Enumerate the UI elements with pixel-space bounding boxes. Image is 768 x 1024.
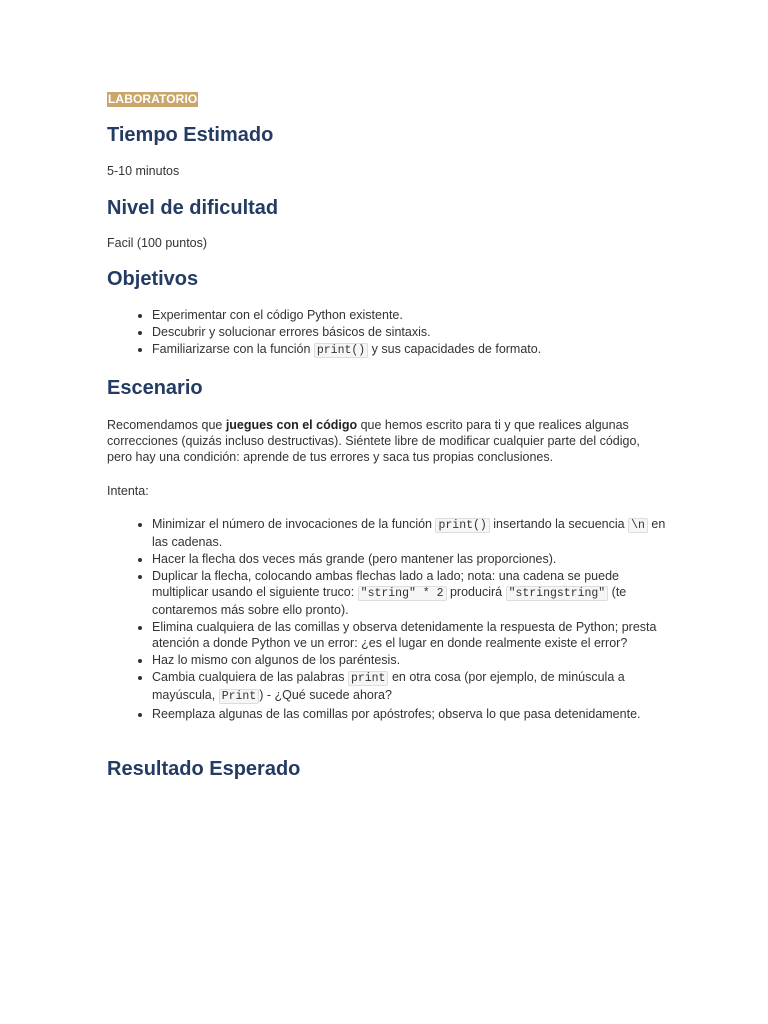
heading-nivel-dificultad: Nivel de dificultad bbox=[107, 197, 279, 219]
inline-code: \n bbox=[628, 518, 648, 533]
item-text: Minimizar el número de invocaciones de la función bbox=[152, 517, 436, 531]
inline-code: Print bbox=[219, 689, 260, 704]
escenario-bold-text: juegues con el código bbox=[225, 418, 358, 432]
tiempo-value: 5-10 minutos bbox=[107, 164, 180, 178]
list-item bbox=[152, 652, 667, 668]
item-text: en las cadenas. bbox=[152, 517, 666, 549]
escenario-paragraph bbox=[107, 417, 667, 465]
inline-code: print() bbox=[435, 518, 489, 533]
objetivo-text: Familiarizarse con la función bbox=[152, 342, 314, 356]
escenario-text: que hemos escrito para ti y que realices algunas correcciones (quizás incluso destructivas). Siéntete libre de modificar cualquier parte del código, pero hay una condición: aprende de tus errores y saca tus propias conclusiones. bbox=[107, 418, 640, 464]
list-item bbox=[152, 516, 667, 550]
escenario-text: Recomendamos que bbox=[107, 418, 226, 432]
lab-badge: LABORATORIO bbox=[108, 92, 198, 106]
lab-badge-row bbox=[107, 90, 667, 108]
item-text: Duplicar la flecha, colocando ambas flechas lado a lado; nota: una cadena se puede multiplicar usando el siguiente truco: bbox=[152, 569, 619, 599]
item-text: producirá bbox=[446, 585, 506, 599]
document-page bbox=[107, 90, 667, 781]
objetivos-list bbox=[107, 307, 667, 359]
inline-code: "string" * 2 bbox=[358, 586, 447, 601]
list-item bbox=[152, 324, 667, 340]
nivel-value: Facil (100 puntos) bbox=[107, 236, 208, 250]
heading-resultado-esperado: Resultado Esperado bbox=[107, 758, 301, 780]
item-text: Cambia cualquiera de las palabras bbox=[152, 670, 348, 684]
inline-code: print bbox=[348, 671, 389, 686]
list-item bbox=[152, 551, 667, 567]
item-text: en otra cosa (por ejemplo, de minúscula a mayúscula, bbox=[152, 670, 625, 702]
list-item bbox=[152, 341, 667, 359]
heading-objetivos: Objetivos bbox=[107, 268, 199, 290]
intenta-list bbox=[107, 516, 667, 722]
list-item bbox=[152, 706, 667, 722]
item-text: ) - ¿Qué sucede ahora? bbox=[259, 688, 392, 702]
intenta-label: Intenta: bbox=[107, 484, 149, 498]
list-item bbox=[152, 568, 667, 618]
inline-code: "stringstring" bbox=[506, 586, 609, 601]
item-text: Reemplaza algunas de las comillas por apóstrofes; observa lo que pasa detenidamente. bbox=[152, 707, 641, 721]
item-text: (te contaremos más sobre ello pronto). bbox=[152, 585, 627, 617]
objetivo-text: Descubrir y solucionar errores básicos de sintaxis. bbox=[152, 325, 431, 339]
inline-code: print() bbox=[314, 343, 368, 358]
list-item bbox=[152, 669, 667, 705]
heading-tiempo-estimado: Tiempo Estimado bbox=[107, 124, 274, 146]
list-item bbox=[152, 307, 667, 323]
item-text: Haz lo mismo con algunos de los paréntesis. bbox=[152, 653, 401, 667]
item-text: Hacer la flecha dos veces más grande (pero mantener las proporciones). bbox=[152, 552, 557, 566]
objetivo-text: y sus capacidades de formato. bbox=[368, 342, 542, 356]
item-text: insertando la secuencia bbox=[489, 517, 629, 531]
objetivo-text: Experimentar con el código Python existente. bbox=[152, 308, 403, 322]
heading-escenario: Escenario bbox=[107, 377, 203, 399]
list-item bbox=[152, 619, 667, 651]
item-text: Elimina cualquiera de las comillas y observa detenidamente la respuesta de Python; presta atención a donde Python ve un error: ¿es el lugar en donde realmente existe el error? bbox=[152, 620, 657, 650]
